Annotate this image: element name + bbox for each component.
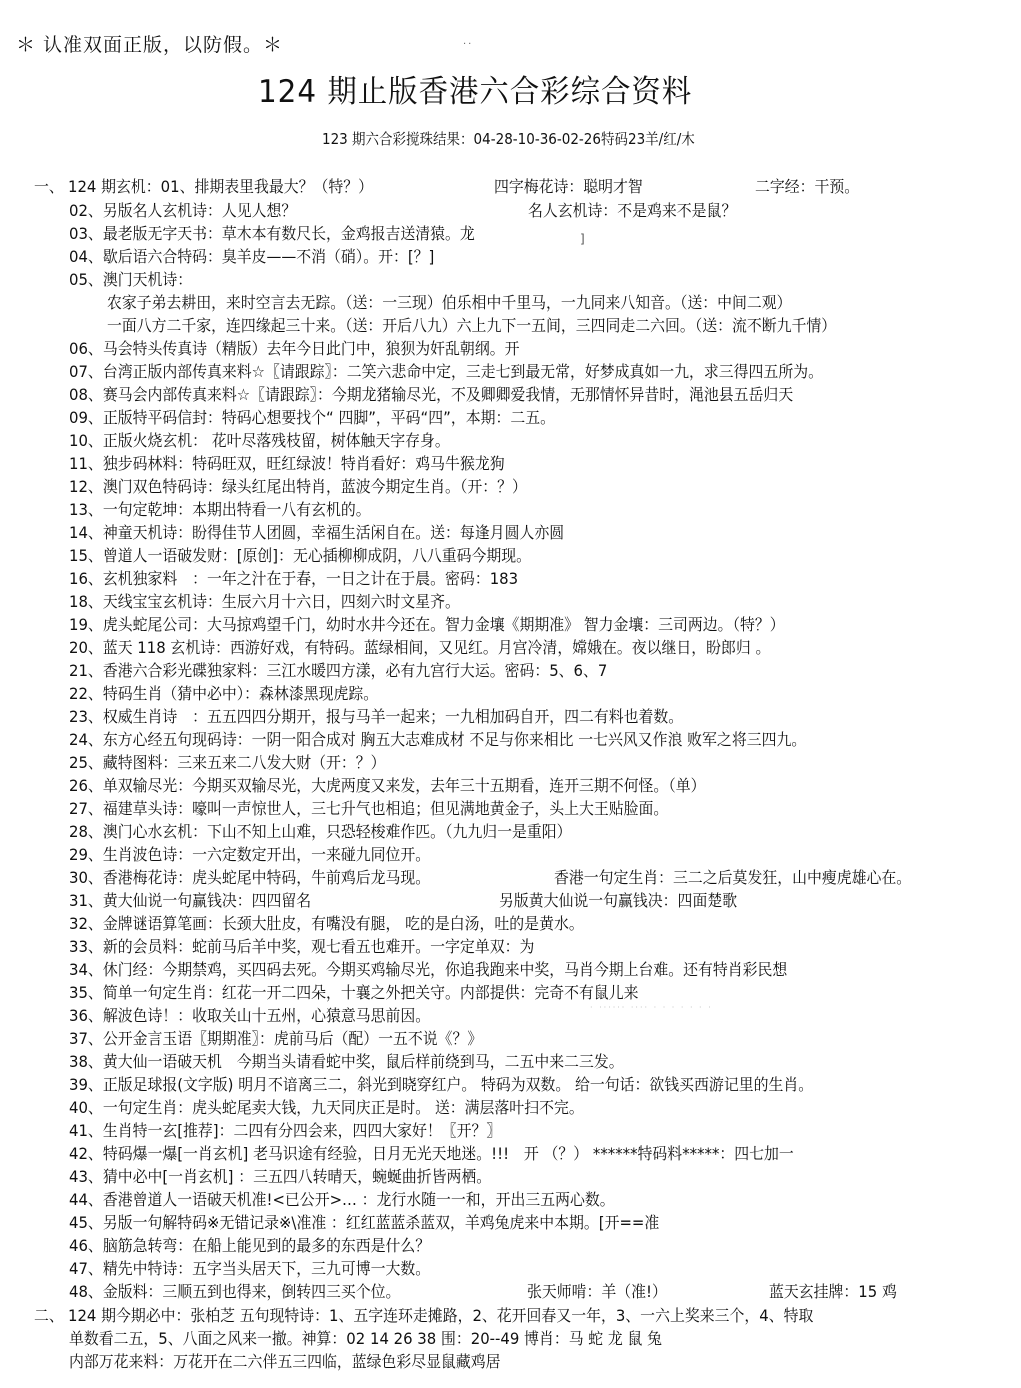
item-29: 29、生肖波色诗：一六定数定开出，一来碰九同位开。 xyxy=(69,845,431,864)
item-08: 08、赛马会内部传真来料☆〖请跟踪〗：今期龙猪输尽光，不及卿卿爱我情，无那情怀异昔时，渑池县五岳归天 xyxy=(69,385,794,404)
decorative-dots: .. xyxy=(463,36,474,47)
item-35: 35、简单一句定生肖：红花一开二四朵，十襄之外把关守。内部提供：完奇不有鼠儿来 xyxy=(69,983,639,1002)
item-44: 44、香港曾道人一语破天机准!<已公开>… ：龙行水随一一和，开出三五两心数。 xyxy=(69,1190,615,1209)
item-12: 12、澳门双色特码诗：绿头红尾出特肖，蓝波今期定生肖。（开：？） xyxy=(69,477,527,496)
item-38: 38、黄大仙一语破天机 今期当头请看蛇中奖，鼠后样前绕到马，二五中来二三发。 xyxy=(69,1052,624,1071)
item-36: 36、解波色诗！：收取关山十五州，心猿意马思前因。 xyxy=(69,1006,431,1025)
item-05-poem-line-2: 一面八方二千家，连四缘起三十来。（送：开后八九）六上九下一五间，三四同走二六回。（送：流不断九千情） xyxy=(107,316,837,335)
item-04: 04、歇后语六合特码：臭羊皮——不消（硝）。开：[？] xyxy=(69,247,435,266)
item-14: 14、神童天机诗：盼得佳节人团圆，幸福生活闲自在。送：每逢月圆人亦圆 xyxy=(69,523,565,542)
item-33: 33、新的会员料：蛇前马后羊中奖，观七看五也难开。一字定单双：为 xyxy=(69,937,535,956)
item-09: 09、正版特平码信封：特码心想要找个“ 四脚”，平码“四”，本期：二五。 xyxy=(69,408,556,427)
item-30: 30、香港梅花诗：虎头蛇尾中特码，牛前鸡后龙马现。 xyxy=(69,868,431,887)
item-03: 03、最老版无字天书：草木本有数尺长，金鸡报吉送清猿。龙 xyxy=(69,224,475,243)
item-19: 19、虎头蛇尾公司：大马掠鸡望千门，幼时水井今还在。智力金壤《期期准》 智力金壤：三司两边。（特？） xyxy=(69,615,785,634)
item-13: 13、一句定乾坤：本期出特看一八有玄机的。 xyxy=(69,500,371,519)
item-15: 15、曾道人一语破发财：[原创]：无心插柳柳成阴，八八重码今期现。 xyxy=(69,546,532,565)
item-30-hk-zodiac: 香港一句定生肖：三二之后莫发狂，山中瘦虎雄心在。 xyxy=(554,868,912,887)
item-46: 46、脑筋急转弯：在船上能见到的最多的东西是什么？ xyxy=(69,1236,431,1255)
item-16: 16、玄机独家料 ：一年之汁在于春，一日之计在于晨。密码：183 xyxy=(69,569,519,588)
item-05-poem-line-1: 农家子弟去耕田，来时空言去无踪。（送：一三现）伯乐相中千里马，一九同来八知音。（送：中间二观） xyxy=(107,293,792,312)
authenticity-note: ＊ 认准双面正版，以防假。＊ xyxy=(16,34,284,56)
item-18: 18、天线宝宝玄机诗：生辰六月十六日，四刻六时文星齐。 xyxy=(69,592,460,611)
item-32: 32、金牌谜语算笔画：长颈大肚皮，有嘴没有腿， 吃的是白汤，吐的是黄水。 xyxy=(69,914,584,933)
item-26: 26、单双输尽光：今期买双输尽光，大虎两度又来发，去年三十五期看，连开三期不何怪。（单） xyxy=(69,776,706,795)
item-07: 07、台湾正版内部传真来料☆〖请跟踪〗：二笑六悲命中定，三走七到最无常，好梦成真如一九，求三得四五所为。 xyxy=(69,362,823,381)
item-23: 23、权威生肖诗 ：五五四四分期开，报与马羊一起来；一九相加码自开，四二有料也着数。 xyxy=(69,707,684,726)
item-41: 41、生肖特一玄[推荐]：二四有分四会来，四四大家好！〖开？〗 xyxy=(69,1121,502,1140)
item-01-two-word: 二字经：干预。 xyxy=(755,177,860,196)
item-28: 28、澳门心水玄机：下山不知上山难，只恐轻梭难作匹。（九九归一是重阳） xyxy=(69,822,572,841)
item-31-alt-version: 另版黄大仙说一句赢钱决：四面楚歌 xyxy=(499,891,738,910)
item-37: 37、公开金言玉语〖期期准〗：虎前马后（配）一五不说《？》 xyxy=(69,1029,483,1048)
page-title: 124 期止版香港六合彩综合资料 xyxy=(258,74,693,110)
item-01: 124 期玄机：01、排期表里我最大？（特？） xyxy=(68,177,374,196)
item-01-plum-poem: 四字梅花诗：聪明才智 xyxy=(494,177,643,196)
item-48-zhang-tianshi: 张天师啃：羊（准!） xyxy=(527,1282,667,1301)
item-43: 43、猜中必中[一肖玄机] ：三五四八转晴天，蜿蜒曲折皆两栖。 xyxy=(69,1167,492,1186)
item-22: 22、特码生肖（猜中必中）：森林漆黑现虎踪。 xyxy=(69,684,379,703)
item-40: 40、一句定生肖：虎头蛇尾卖大钱，九天同庆正是时。 送：满层落叶扫不完。 xyxy=(69,1098,584,1117)
item-42: 42、特码爆一爆[一肖玄机] 老马识途有经验，日月无光天地迷。!!! 开 （？） ******特码料*****：四七加一 xyxy=(69,1144,794,1163)
item-05-title: 05、澳门天机诗： xyxy=(69,270,193,289)
previous-draw-result: 123 期六合彩搅珠结果：04-28-10-36-02-26特码23羊/红/木 xyxy=(322,130,695,148)
item-10: 10、正版火烧玄机： 花叶尽落残枝留，树体触天字存身。 xyxy=(69,431,450,450)
section-one-prefix: 一、 xyxy=(34,177,64,196)
item-39: 39、正版足球报(文字版) 明月不谙离三二，斜光到晓穿红户。 特码为双数。 给一句话：欲钱买西游记里的生肖。 xyxy=(69,1075,814,1094)
item-24: 24、东方心经五句现码诗：一阴一阳合成对 胸五大志难成材 不足与你来相比 一七兴风又作浪 败军之将三四九。 xyxy=(69,730,807,749)
item-21: 21、香港六合彩光碟独家料：三江水暖四方漾，必有九宫行大运。密码：5、6、7 xyxy=(69,661,608,680)
item-11: 11、独步码林料：特码旺双，旺红绿波！特肖看好：鸡马牛猴龙狗 xyxy=(69,454,505,473)
item-47: 47、精先中特诗：五字当头居天下，三九可博一大数。 xyxy=(69,1259,431,1278)
item-31: 31、黄大仙说一句赢钱决：四四留名 xyxy=(69,891,312,910)
item-02-celebrity-poem: 名人玄机诗：不是鸡来不是鼠？ xyxy=(528,201,737,220)
section-two-line-1: 124 期今期必中：张柏芝 五句现特诗：1、五字连环走摊路，2、花开回春又一年，3、一六上奖来三个，4、特取 xyxy=(68,1306,814,1325)
item-45: 45、另版一句解特码※无错记录※\准准 ：红红蓝蓝杀蓝双，羊鸡兔虎来中本期。[开==准 xyxy=(69,1213,660,1232)
faint-dot-artifacts: · ······ ···· · · · · · · · xyxy=(590,1003,713,1012)
item-25: 25、藏特图料：三来五来二八发大财（开：？） xyxy=(69,753,386,772)
item-34: 34、休门经：今期禁鸡，买四码去死。今期买鸡输尽光，你追我跑来中奖，马肖今期上台难。还有特肖彩民想 xyxy=(69,960,788,979)
item-20: 20、蓝天 118 玄机诗：西游好戏，有特码。蓝绿相间，又见红。月宫冷清，嫦娥在。夜以继日，盼郎归 。 xyxy=(69,638,771,657)
section-two-line-2: 单数看二五，5、八面之风来一撤。神算：02 14 26 38 围：20--49 博肖：马 蛇 龙 鼠 兔 xyxy=(69,1329,663,1348)
item-48: 48、金版料：三顺五到也得来，倒转四三买个位。 xyxy=(69,1282,401,1301)
item-48-blue-sky-sign: 蓝天玄挂牌：15 鸡 xyxy=(769,1282,897,1301)
item-02: 02、另版名人玄机诗：人见人想？ xyxy=(69,201,297,220)
section-two-line-3: 内部万花来料：万花开在二六伴五三四临，蓝绿色彩尽显鼠藏鸡居 xyxy=(69,1352,501,1371)
item-06: 06、马会特头传真诗（精版）去年今日此门中，狼狈为奸乱朝纲。开 xyxy=(69,339,520,358)
section-two-prefix: 二、 xyxy=(34,1306,64,1325)
item-27: 27、福建草头诗：嚎叫一声惊世人，三七升气也相追；但见满地黄金子，头上大王贴脸面。 xyxy=(69,799,669,818)
stray-bracket-mark: ] xyxy=(580,232,585,246)
